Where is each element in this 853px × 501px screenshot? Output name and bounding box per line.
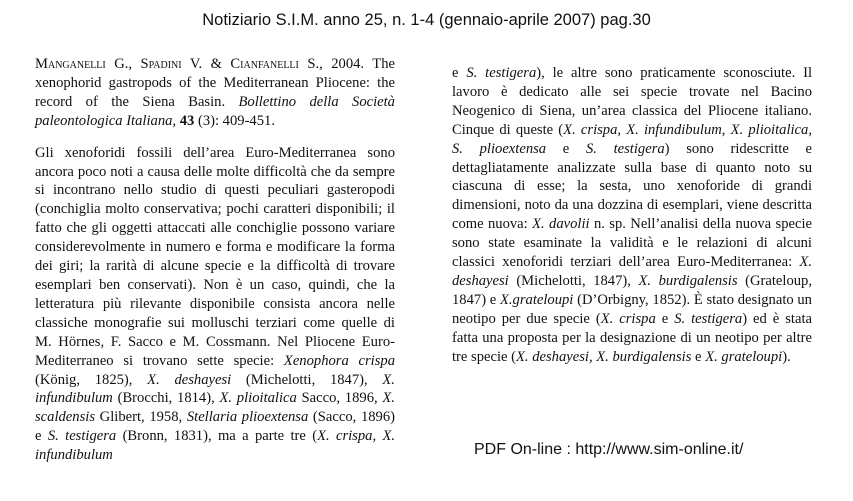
reference-year: , 2004.: [319, 56, 365, 72]
abstract-text: e: [691, 348, 702, 365]
abstract-text: ).: [782, 348, 791, 365]
species-name: S. testigera: [466, 65, 537, 81]
species-name: S. testigera: [674, 310, 743, 327]
abstract-text: Gli xenoforidi fossili dell’area Euro-Mediterranea sono ancora poco noti a causa delle molte difficoltà che da sempre si incontrano nello studio di questi peculiari gasteropodi (conchiglia molto conservativa; pochi caratteri disponibili; il fatto che gli oggetti attaccati alle conchiglie possono variare considerevolmente in numero e forma e modificare la forma dei giri; la rarità di alcune specie e la difficoltà di trovare esemplari ben conservati). Non è un caso, quindi, che la letteratura più rilevante disponibile consista ancora nelle classiche monografie sui molluschi terziari come quelle di M. Hörnes, F. Sacco e M. Cossmann. Nel Pliocene Euro-Mediterraneo si trovano sette specie:: [35, 144, 395, 369]
species-name: X. crispa, X. infundibulum, X. plioitalica, S. plioextensa: [452, 121, 812, 157]
reference-authors: Manganelli G., Spadini V. & Cianfanelli S.: [35, 56, 320, 72]
species-name: X. deshayesi, X. burdigalensis: [516, 348, 692, 365]
species-name: X. deshayesi: [452, 254, 812, 289]
abstract-text: ) sono ridescritte e dettagliatamente analizzate sulla base di quanto noto su ciascuna di esse; la sesta, uno xenoforide di grandi dimensioni, noto da una dozzina di esemplari, viene descritta come nuova:: [452, 140, 812, 233]
species-authority: Glibert, 1958,: [95, 409, 183, 426]
abstract-text: e: [655, 310, 669, 327]
species-name: X. grateloupi: [705, 348, 783, 365]
species-name: S. testigera: [585, 140, 665, 157]
species-name: X.grateloupi: [499, 291, 574, 308]
reference-volume: 43: [179, 112, 195, 129]
species-authority: (Brocchi, 1814),: [112, 390, 215, 407]
abstract-paragraph-continued: [452, 64, 812, 367]
pdf-online-link[interactable]: PDF On-line : http://www.sim-online.it/: [474, 441, 744, 458]
species-authority: (Michelotti, 1847),: [231, 371, 368, 388]
species-authority: (D’Orbigny, 1852). È stato designato un neotipo per due specie (: [452, 291, 812, 327]
species-name: X. davolii: [532, 216, 590, 233]
species-name: Xenophora crispa: [283, 352, 395, 369]
species-name: X. burdigalensis: [638, 272, 738, 289]
abstract-text: e: [546, 140, 570, 157]
species-name: X. crispa: [600, 310, 656, 327]
species-name: X. deshayesi: [147, 371, 232, 388]
left-column: [35, 55, 395, 465]
right-column: [452, 64, 812, 367]
abstract-paragraph-start: [35, 144, 395, 465]
species-authority: (König, 1825),: [35, 371, 133, 388]
reference-journal: Bollettino della Società paleontologica Italiana: [35, 93, 395, 129]
species-name: X. crispa, X. infundibulum: [35, 428, 396, 464]
abstract-text: n. sp. Nell’analisi della nuova specie sono state esaminate la validità e le relazioni di alcuni classici xenoforidi terziari dell’area Euro-Mediterranea:: [452, 216, 812, 271]
abstract-text: ), le altre sono praticamente sconosciute. Il lavoro è dedicato alle sei specie trovate nel Bacino Neogenico di Siena, un’area classica del Pliocene italiano. Cinque di queste (: [452, 65, 812, 138]
reference-title: The xenophorid gastropods of the Mediterranean Pliocene: the record of the Siena Basin.: [35, 56, 395, 110]
species-authority: (Michelotti, 1847),: [508, 272, 631, 289]
species-name: S. testigera: [47, 428, 117, 445]
species-authority: Sacco, 1896,: [296, 390, 378, 407]
species-authority: (Sacco, 1896) e: [35, 409, 395, 445]
reference-pages: (3): 409-451.: [194, 112, 275, 129]
abstract-text: ) ed è stata fatta una proposta per la designazione di un neotipo per altre tre specie (: [452, 310, 812, 365]
page-header: Notiziario S.I.M. anno 25, n. 1-4 (gennaio-aprile 2007) pag.30: [202, 11, 651, 29]
bibliographic-reference: Manganelli G., Spadini V. & Cianfanelli S., 2004. The xenophorid gastropods of the Mediterranean Pliocene: the record of the Siena Basin. Bollettino della Società paleontologica Italiana, 43 (3): 409-451.: [35, 56, 395, 129]
abstract-text: e: [452, 65, 459, 81]
species-name: X. scaldensis: [35, 390, 395, 426]
species-name: X. infundibulum: [35, 371, 395, 407]
species-authority: (Bronn, 1831), ma a parte tre (: [116, 428, 318, 445]
species-authority: (Grateloup, 1847) e: [452, 272, 812, 308]
species-name: X. plioitalica: [219, 390, 297, 407]
species-name: Stellaria plioextensa: [186, 409, 309, 426]
